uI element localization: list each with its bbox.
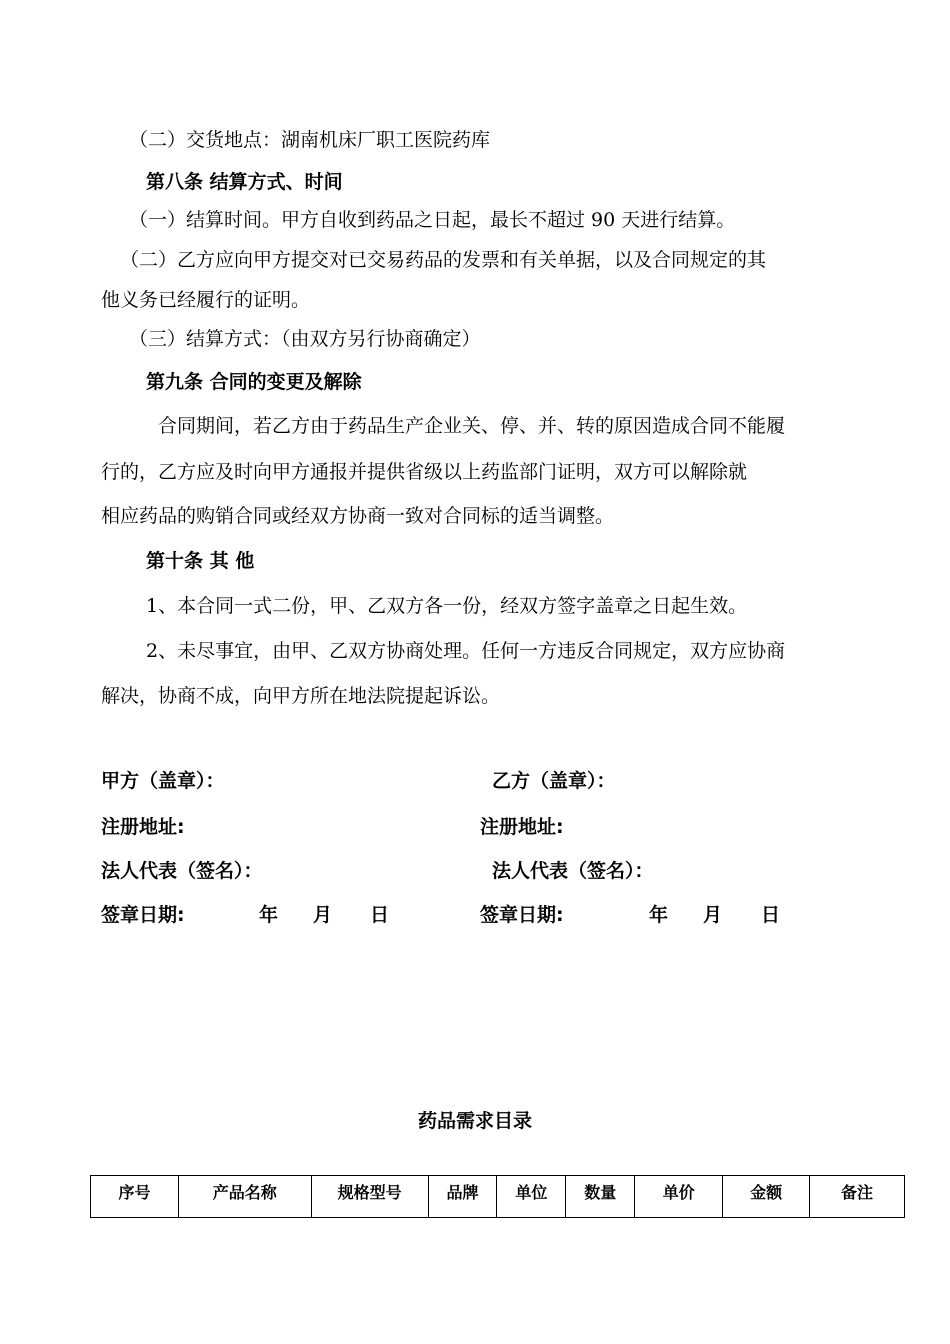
party-a-seal-label: 甲方（盖章）： xyxy=(101,770,225,792)
party-a-day: 日 xyxy=(370,904,390,926)
party-b-month: 月 xyxy=(703,904,723,926)
col-header-amount: 金额 xyxy=(723,1176,810,1218)
party-a-year: 年 xyxy=(259,904,279,926)
article-10-item-1: 1、本合同一式二份，甲、乙双方各一份，经双方签字盖章之日起生效。 xyxy=(146,595,748,617)
col-header-unit: 单位 xyxy=(497,1176,566,1218)
col-header-unit-price: 单价 xyxy=(635,1176,723,1218)
article-9-line-1: 合同期间，若乙方由于药品生产企业关、停、并、转的原因造成合同不能履 xyxy=(158,415,786,437)
catalog-title: 药品需求目录 xyxy=(417,1110,532,1132)
col-header-index: 序号 xyxy=(91,1176,179,1218)
party-b-rep-label: 法人代表（签名）： xyxy=(492,860,654,882)
col-header-spec: 规格型号 xyxy=(311,1176,428,1218)
catalog-header-row xyxy=(91,1176,905,1218)
col-header-remarks: 备注 xyxy=(810,1176,905,1218)
article-8-item-2-line-1: （二）乙方应向甲方提交对已交易药品的发票和有关单据，以及合同规定的其 xyxy=(120,249,767,271)
party-a-month: 月 xyxy=(313,904,333,926)
party-b-seal-label: 乙方（盖章）： xyxy=(492,770,616,792)
col-header-quantity: 数量 xyxy=(566,1176,635,1218)
party-b-year: 年 xyxy=(649,904,669,926)
article-8-item-1: （一）结算时间。甲方自收到药品之日起，最长不超过 90 天进行结算。 xyxy=(129,209,736,231)
article-8-heading: 第八条 结算方式、时间 xyxy=(146,171,343,193)
article-8-item-2-line-2: 他义务已经履行的证明。 xyxy=(101,289,311,311)
delivery-place-line: （二）交货地点：湖南机床厂职工医院药库 xyxy=(129,129,491,151)
party-b-address-label: 注册地址: xyxy=(480,816,564,838)
article-9-heading: 第九条 合同的变更及解除 xyxy=(146,371,362,393)
party-a-date-label: 签章日期: xyxy=(101,904,185,926)
article-9-line-3: 相应药品的购销合同或经双方协商一致对合同标的适当调整。 xyxy=(101,505,615,527)
col-header-brand: 品牌 xyxy=(428,1176,497,1218)
party-b-date-label: 签章日期: xyxy=(480,904,564,926)
party-b-day: 日 xyxy=(761,904,781,926)
catalog-table xyxy=(90,1175,905,1218)
party-a-address-label: 注册地址: xyxy=(101,816,185,838)
article-10-item-2-line-2: 解决，协商不成，向甲方所在地法院提起诉讼。 xyxy=(101,685,501,707)
article-10-heading: 第十条 其 他 xyxy=(146,550,255,572)
col-header-product-name: 产品名称 xyxy=(178,1176,311,1218)
party-a-rep-label: 法人代表（签名）： xyxy=(101,860,263,882)
article-10-item-2-line-1: 2、未尽事宜，由甲、乙双方协商处理。任何一方违反合同规定，双方应协商 xyxy=(146,640,786,662)
article-8-item-3: （三）结算方式：（由双方另行协商确定） xyxy=(129,328,481,350)
article-9-line-2: 行的，乙方应及时向甲方通报并提供省级以上药监部门证明，双方可以解除就 xyxy=(101,461,748,483)
